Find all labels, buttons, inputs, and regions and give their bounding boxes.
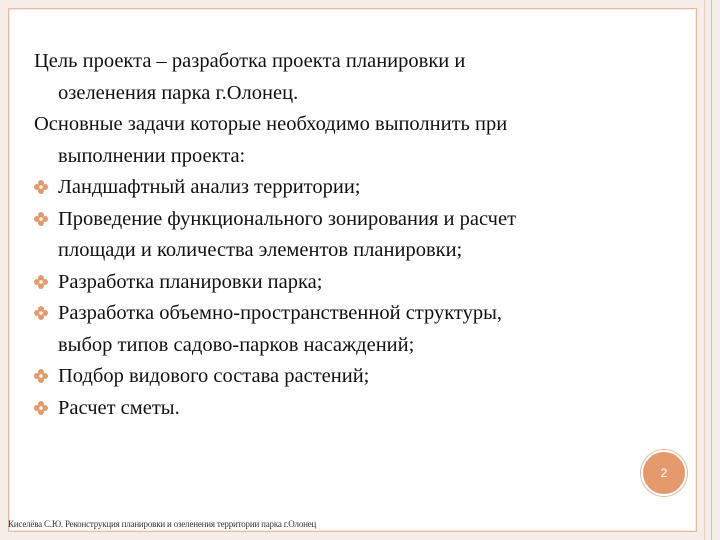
border-right-inner	[696, 8, 697, 532]
bullet-2-cont: площади и количества элементов планировки;	[58, 239, 463, 261]
bullet-6-text: Расчет сметы.	[58, 396, 180, 419]
list-item	[34, 267, 644, 299]
bullet-2-text: Проведение функционального зонирования и расчет	[58, 207, 517, 230]
flower-bullet-icon	[34, 275, 48, 289]
slide-body	[34, 46, 644, 424]
bullet-3-text: Разработка планировки парка;	[58, 270, 323, 293]
intro-2-line1: Основные задачи которые необходимо выполнить при	[34, 113, 508, 135]
bullet-4-text: Разработка объемно-пространственной структуры,	[58, 302, 503, 324]
border-bottom	[8, 531, 697, 532]
list-item	[34, 361, 644, 393]
flower-bullet-icon	[34, 401, 48, 415]
bullet-5-text: Подбор видового состава растений;	[58, 365, 370, 387]
list-item	[34, 204, 644, 267]
bullet-4-cont: выбор типов садово-парков насаждений;	[58, 333, 415, 356]
page-number-badge	[641, 450, 687, 496]
list-item	[34, 172, 644, 204]
list-item	[34, 393, 644, 425]
page-number: 2	[660, 466, 668, 480]
border-left	[8, 8, 9, 532]
intro-1-line2: озеленения парка г.Олонец.	[58, 81, 299, 104]
bullet-1-text: Ландшафтный анализ территории;	[58, 176, 361, 198]
flower-bullet-icon	[34, 212, 48, 226]
intro-paragraph-1	[34, 46, 644, 109]
list-item	[34, 298, 644, 361]
flower-bullet-icon	[34, 180, 48, 194]
border-top	[8, 8, 697, 9]
border-right-outer	[711, 0, 712, 540]
intro-2-line2: выполнении проекта:	[58, 144, 246, 167]
flower-bullet-icon	[34, 306, 48, 320]
border-right-mid	[704, 0, 705, 540]
intro-paragraph-2	[34, 109, 644, 172]
intro-1-line1: Цель проекта – разработка проекта планировки и	[34, 50, 466, 72]
flower-bullet-icon	[34, 369, 48, 383]
slide-footer: Киселёва С.Ю. Реконструкция планировки и озеленения территории парка г.Олонец	[8, 519, 317, 529]
